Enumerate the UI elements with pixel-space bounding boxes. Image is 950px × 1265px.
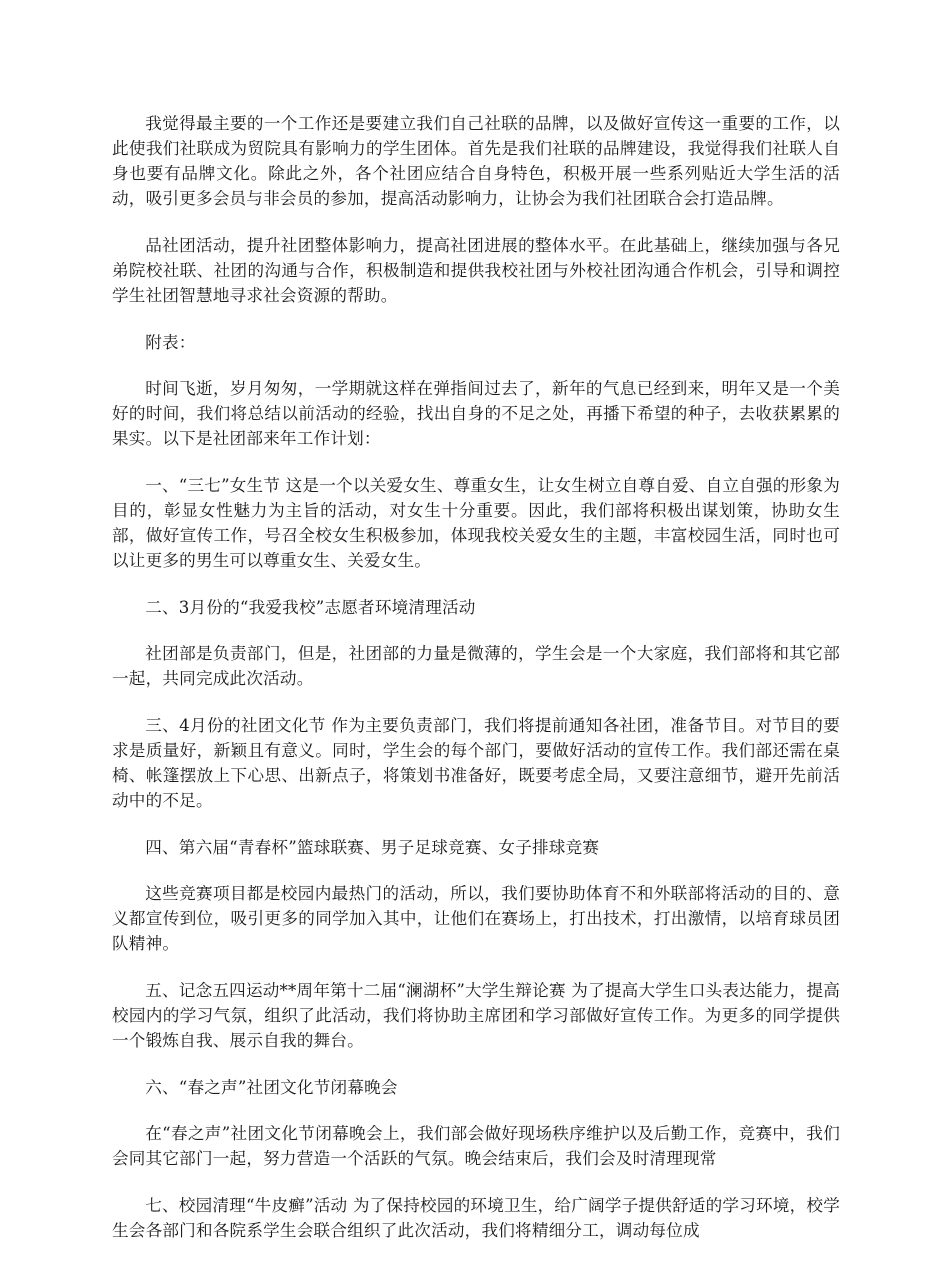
plan-item-7: 七、校园清理“牛皮癣”活动 为了保持校园的环境卫生，给广阔学子提供舒适的学习环境，校学生会各部门和各院系学生会联合组织了此次活动，我们将精细分工，调动每位成 — [112, 1196, 840, 1240]
paragraph-brand-building: 我觉得最主要的一个工作还是要建立我们自己社联的品牌，以及做好宣传这一重要的工作，以此使我们社联成为贸院具有影响力的学生团体。首先是我们社联的品牌建设，我觉得我们社联人自身也要有品牌文化。除此之外，各个社团应结合自身特色，积极开展一些系列贴近大学生活的活动，吸引更多会员与非会员的参加，提高活动影响力，让协会为我们社团联合会打造品牌。 — [112, 114, 840, 208]
plan-item-3: 三、4月份的社团文化节 作为主要负责部门，我们将提前通知各社团，准备节目。对节目的要求是质量好，新颖且有意义。同时，学生会的每个部门，要做好活动的宣传工作。我们部还需在桌椅、帐篷摆放上下心思、出新点子，将策划书准备好，既要考虑全局，又要注意细节，避开先前活动中的不足。 — [112, 716, 840, 810]
plan-item-5: 五、记念五四运动**周年第十二届“澜湖杯”大学生辩论赛 为了提高大学生口头表达能力，提高校园内的学习气氛，组织了此活动，我们将协助主席团和学习部做好宣传工作。为更多的同学提供一个锻炼自我、展示自我的舞台。 — [112, 981, 840, 1050]
plan-item-4-title: 四、第六届“青春杯”篮球联赛、男子足球竞赛、女子排球竞赛 — [145, 838, 600, 857]
paragraph-introduction: 时间飞逝，岁月匆匆，一学期就这样在弹指间过去了，新年的气息已经到来，明年又是一个美好的时间，我们将总结以前活动的经验，找出自身的不足之处，再播下希望的种子，去收获累累的果实。以下是社团部来年工作计划： — [112, 379, 840, 448]
plan-item-4-body: 这些竞赛项目都是校园内最热门的活动，所以，我们要协助体育不和外联部将活动的目的、意义都宣传到位，吸引更多的同学加入其中，让他们在赛场上，打出技术，打出激情，以培育球员团队精神。 — [112, 884, 840, 953]
plan-item-2-body: 社团部是负责部门，但是，社团部的力量是微薄的，学生会是一个大家庭，我们部将和其它部一起，共同完成此次活动。 — [112, 644, 840, 688]
plan-item-6-body: 在“春之声”社团文化节闭幕晚会上，我们部会做好现场秩序维护以及后勤工作，竞赛中，我们会同其它部门一起，努力营造一个活跃的气氛。晚会结束后，我们会及时清理现常 — [112, 1124, 840, 1168]
document-body — [112, 111, 840, 1265]
plan-item-2-title: 二、3月份的“我爱我校”志愿者环境清理活动 — [145, 598, 476, 617]
paragraph-club-activities: 品社团活动，提升社团整体影响力，提高社团进展的整体水平。在此基础上，继续加强与各兄弟院校社联、社团的沟通与合作，积极制造和提供我校社团与外校社团沟通合作机会，引导和调控学生社团智慧地寻求社会资源的帮助。 — [112, 236, 840, 305]
plan-item-1: 一、“三七”女生节 这是一个以关爱女生、尊重女生，让女生树立自尊自爱、自立自强的形象为目的，彰显女性魅力为主旨的活动，对女生十分重要。因此，我们部将积极出谋划策，协助女生部，做好宣传工作，号召全校女生积极参加，体现我校关爱女生的主题，丰富校园生活，同时也可以让更多的男生可以尊重女生、关爱女生。 — [112, 476, 840, 570]
appendix-label: 附表： — [145, 333, 196, 352]
plan-item-6-title: 六、“春之声”社团文化节闭幕晚会 — [145, 1078, 398, 1097]
